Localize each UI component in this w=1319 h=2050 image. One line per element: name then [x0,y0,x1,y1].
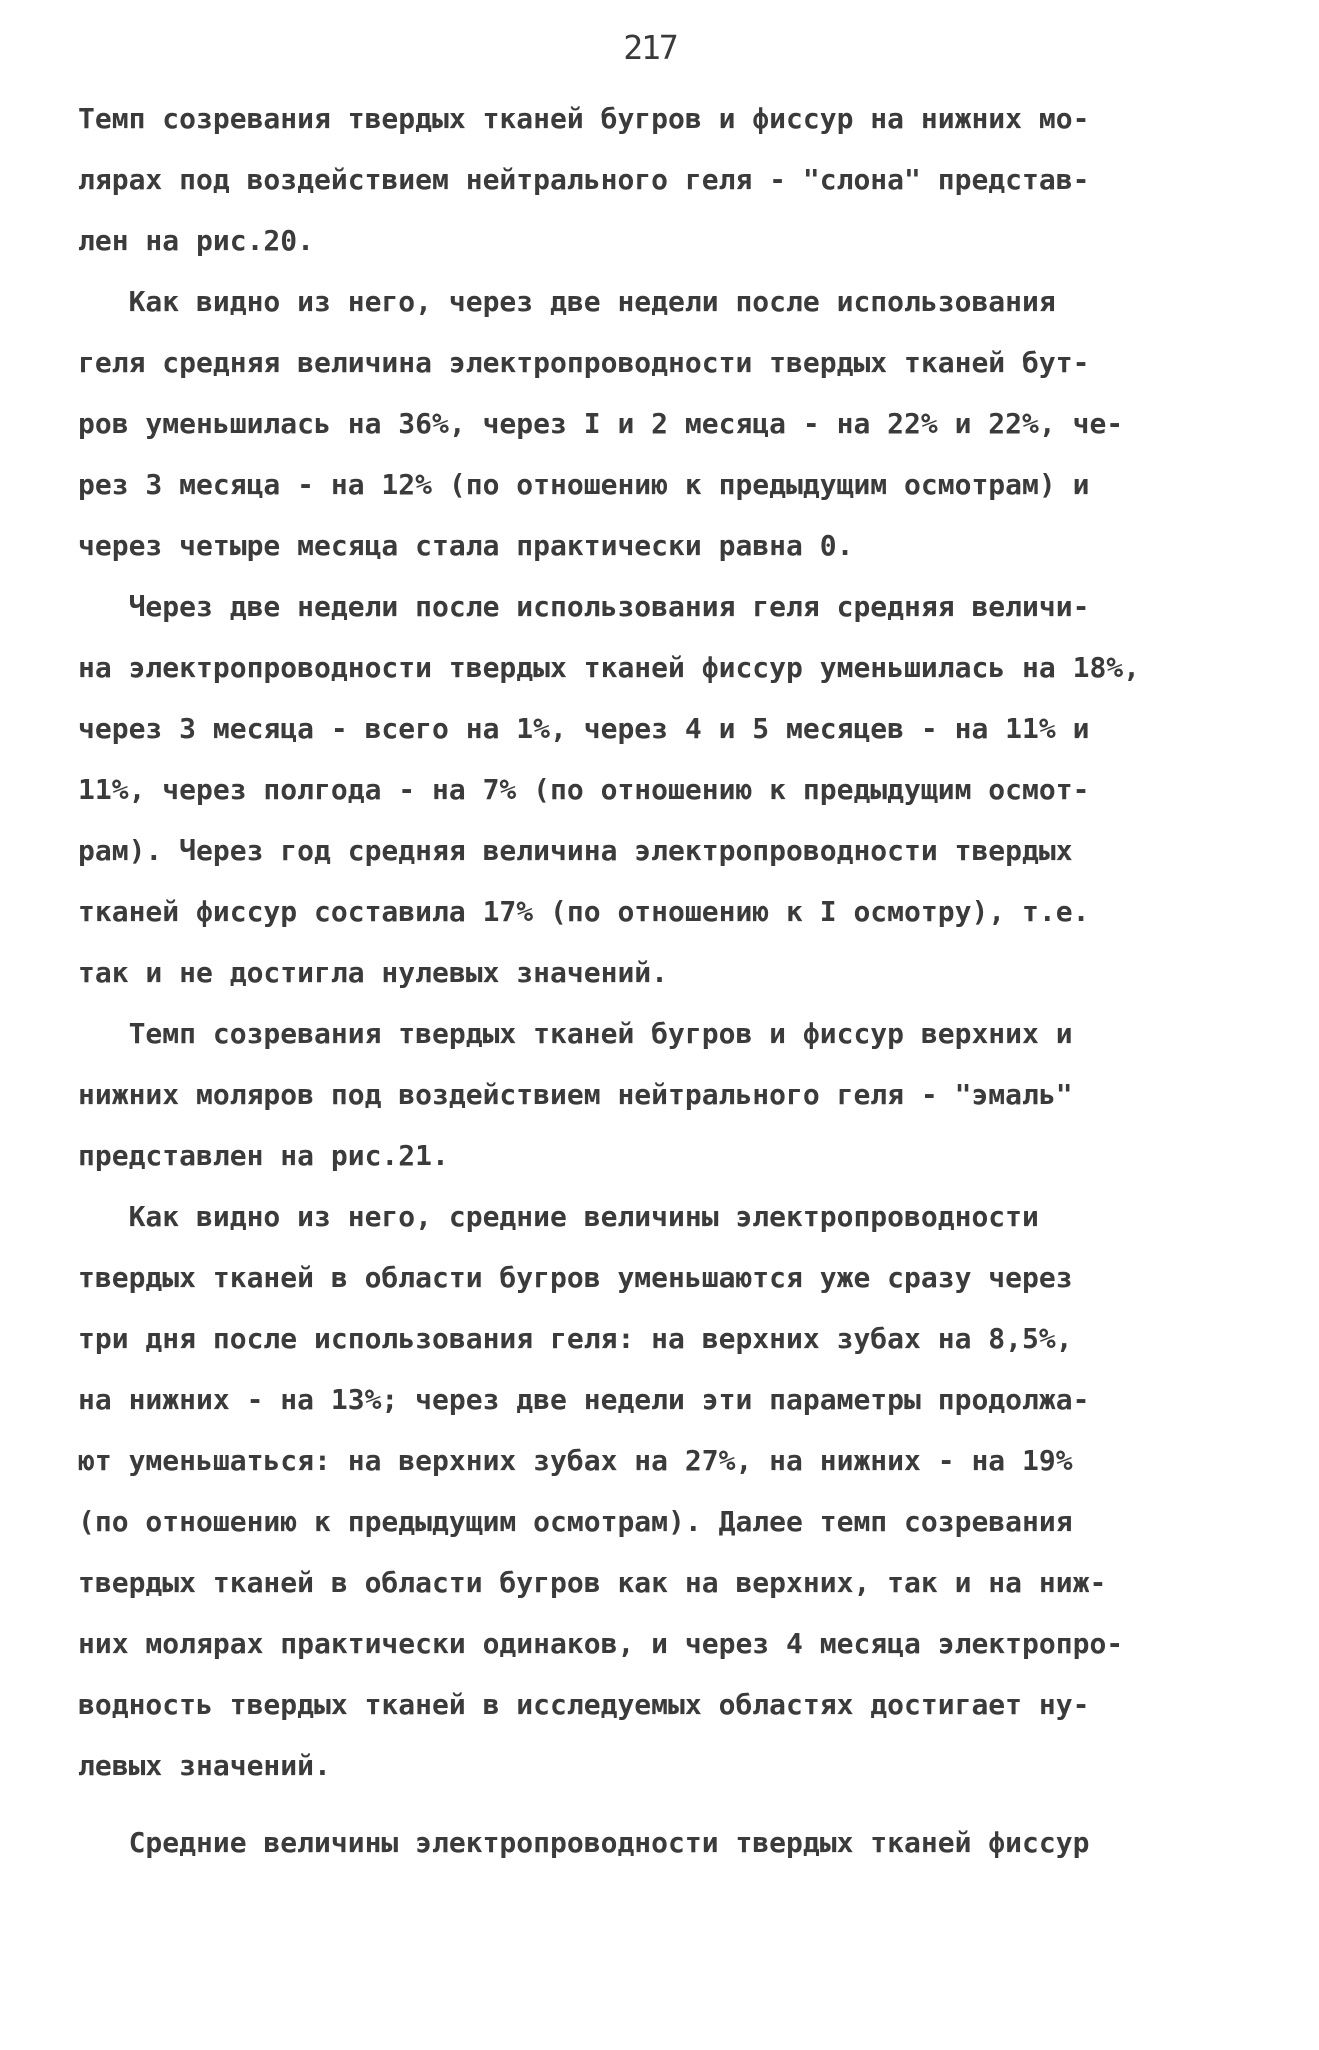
text-line: геля средняя величина электропроводности твердых тканей бут- [78,346,1090,379]
paragraph-gap [78,1796,1258,1812]
text-line: рез 3 месяца - на 12% (по отношению к предыдущим осмотрам) и [78,468,1090,501]
text-line: на нижних - на 13%; через две недели эти параметры продолжа- [78,1383,1090,1416]
text-line: 11%, через полгода - на 7% (по отношению к предыдущим осмот- [78,773,1090,806]
text-line: левых значений. [78,1749,331,1782]
text-line: твердых тканей в области бугров уменьшаются уже сразу через [78,1261,1073,1294]
text-line: Темп созревания твердых тканей бугров и фиссур на нижних мо- [78,102,1090,135]
text-line: (по отношению к предыдущим осмотрам). Далее темп созревания [78,1505,1073,1538]
text-line: лярах под воздействием нейтрального геля - "слона" представ- [78,163,1090,196]
text-line: представлен на рис.21. [78,1139,449,1172]
text-line: Темп созревания твердых тканей бугров и фиссур верхних и [78,1017,1073,1050]
text-line: через 3 месяца - всего на 1%, через 4 и 5 месяцев - на 11% и [78,712,1090,745]
text-line: твердых тканей в области бугров как на верхних, так и на ниж- [78,1566,1107,1599]
text-line: на электропроводности твердых тканей фиссур уменьшилась на 18%, [78,651,1141,684]
text-line: Как видно из него, средние величины электропроводности [78,1200,1039,1233]
text-line: через четыре месяца стала практически равна 0. [78,529,854,562]
text-line: три дня после использования геля: на верхних зубах на 8,5%, [78,1322,1073,1355]
text-line: Средние величины электропроводности твердых тканей фиссур [78,1826,1090,1859]
text-line: них молярах практически одинаков, и через 4 месяца электропро- [78,1627,1124,1660]
body-text [78,88,1258,1873]
text-line: рам). Через год средняя величина электропроводности твердых [78,834,1073,867]
text-line: Как видно из него, через две недели после использования [78,285,1056,318]
text-line: лен на рис.20. [78,224,315,257]
text-line: нижних моляров под воздействием нейтрального геля - "эмаль" [78,1078,1073,1111]
text-line: ют уменьшаться: на верхних зубах на 27%, на нижних - на 19% [78,1444,1073,1477]
text-line: так и не достигла нулевых значений. [78,956,669,989]
text-line: ров уменьшилась на 36%, через I и 2 месяца - на 22% и 22%, че- [78,407,1124,440]
text-line: тканей фиссур составила 17% (по отношению к I осмотру), т.е. [78,895,1090,928]
page-number: 217 [623,28,677,67]
text-line: Через две недели после использования геля средняя величи- [78,590,1090,623]
text-line: водность твердых тканей в исследуемых областях достигает ну- [78,1688,1090,1721]
